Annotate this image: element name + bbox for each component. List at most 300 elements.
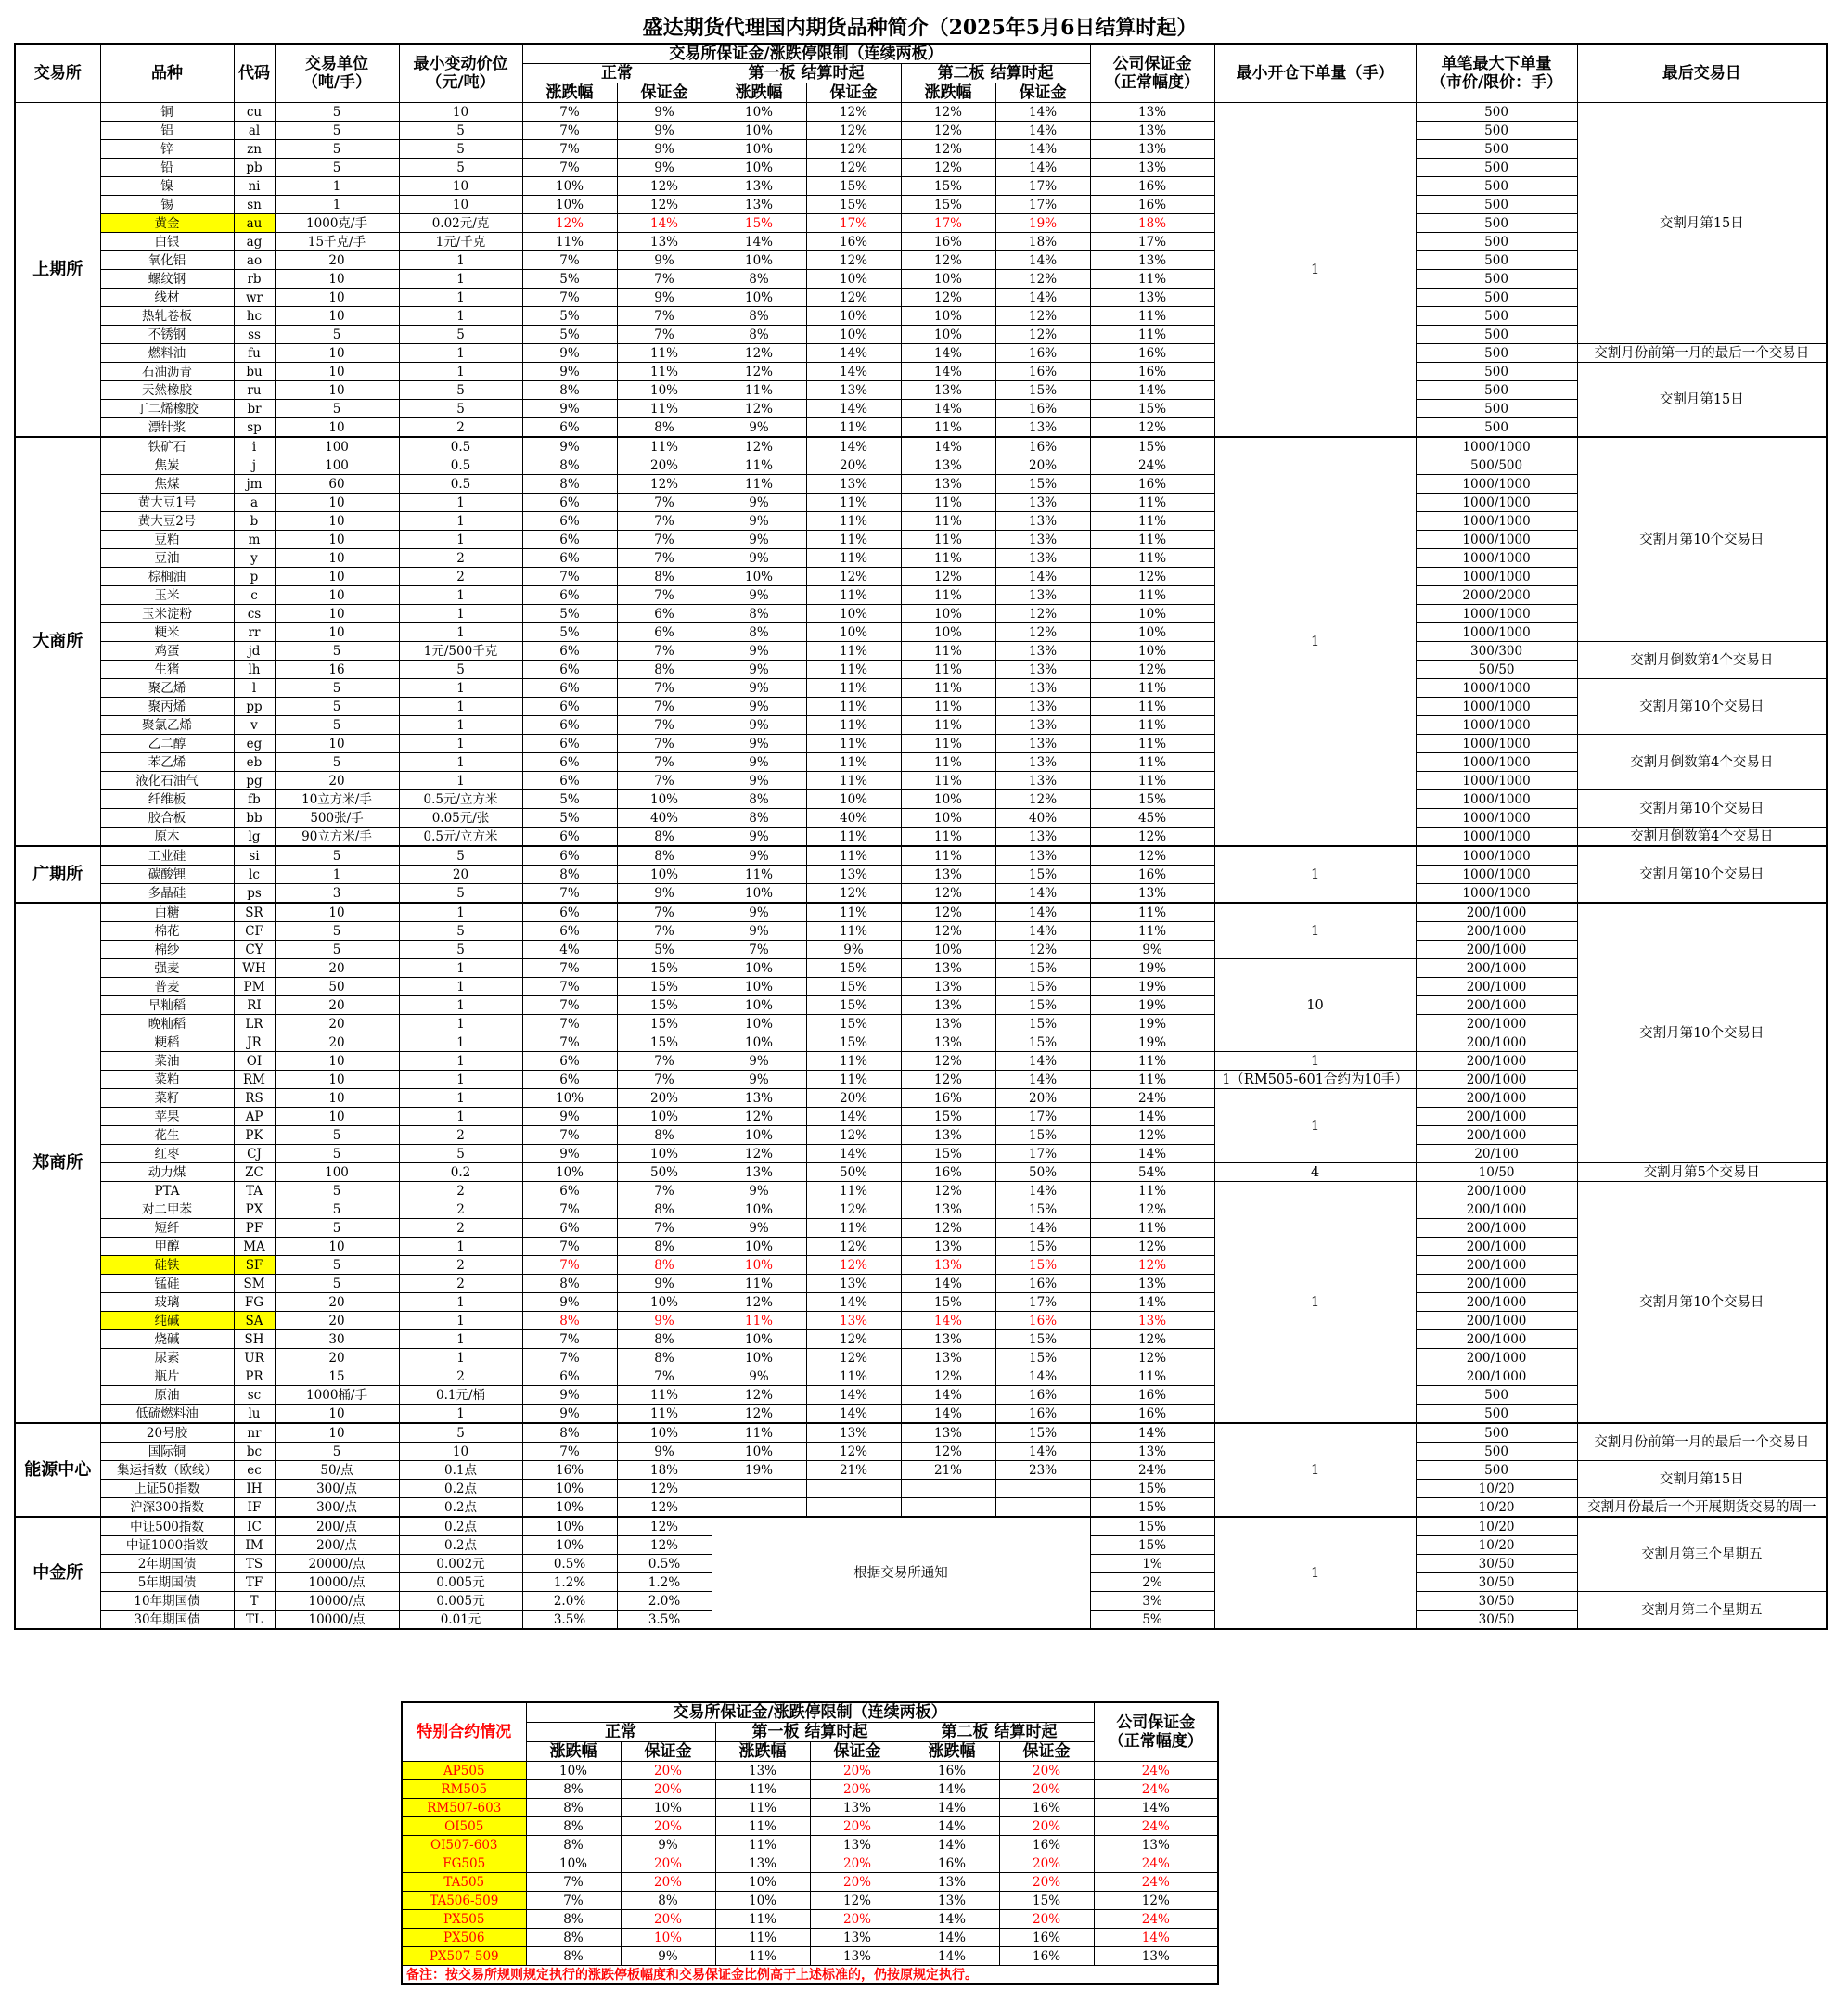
board2-limit: 12% <box>901 922 995 941</box>
trade-unit: 10000/点 <box>275 1592 399 1611</box>
board2-margin: 17% <box>995 196 1090 214</box>
variety-code: sn <box>234 196 275 214</box>
normal-margin: 6% <box>617 605 712 623</box>
company-margin: 19% <box>1090 996 1214 1015</box>
company-margin: 11% <box>1090 1219 1214 1238</box>
max-order-lots: 500 <box>1416 1461 1577 1480</box>
max-order-lots: 1000/1000 <box>1416 884 1577 904</box>
variety-name: 丁二烯橡胶 <box>100 400 234 418</box>
table-row <box>15 1219 1827 1238</box>
board1-margin: 15% <box>806 1033 901 1052</box>
max-order-lots: 200/1000 <box>1416 1033 1577 1052</box>
variety-name: 锡 <box>100 196 234 214</box>
table-row <box>15 381 1827 400</box>
board2-margin: 16% <box>995 1312 1090 1330</box>
board1-limit: 9% <box>712 922 806 941</box>
board1-limit: 10% <box>712 978 806 996</box>
tick-size: 1 <box>399 531 522 549</box>
trade-unit: 1 <box>275 177 399 196</box>
company-margin: 12% <box>1090 1238 1214 1256</box>
normal-limit: 6% <box>522 922 617 941</box>
board2-limit: 14% <box>901 437 995 456</box>
normal-limit: 10% <box>526 1854 621 1873</box>
special-note: 备注：按交易所规则规定执行的涨跌停板幅度和交易保证金比例高于上述标准的，仍按原规定执行。 <box>402 1966 1218 1985</box>
normal-margin: 10% <box>617 866 712 884</box>
board1-limit: 8% <box>712 326 806 344</box>
board2-limit: 15% <box>901 1145 995 1163</box>
board2-limit: 12% <box>901 1367 995 1386</box>
board1-margin: 20% <box>806 456 901 475</box>
board2-limit: 10% <box>901 270 995 289</box>
variety-code: TA <box>234 1182 275 1200</box>
max-order-lots: 200/1000 <box>1416 1015 1577 1033</box>
min-open-lots: 1（RM505-601合约为10手） <box>1214 1071 1416 1089</box>
variety-name: 中证500指数 <box>100 1517 234 1536</box>
board2-margin: 14% <box>995 884 1090 904</box>
normal-limit: 7% <box>526 1873 621 1892</box>
header-min-open: 最小开仓下单量（手） <box>1214 44 1416 103</box>
trade-unit: 20 <box>275 1015 399 1033</box>
variety-name: 铜 <box>100 103 234 122</box>
company-margin: 15% <box>1090 1498 1214 1518</box>
variety-code: ps <box>234 884 275 904</box>
variety-name: 中证1000指数 <box>100 1536 234 1555</box>
header-max-order: 单笔最大下单量 （市价/限价：手） <box>1416 44 1577 103</box>
normal-limit: 8% <box>526 1947 621 1966</box>
special-header-margin: 保证金 <box>621 1742 715 1762</box>
board2-margin: 13% <box>995 642 1090 661</box>
company-margin: 16% <box>1090 344 1214 363</box>
variety-name: 菜粕 <box>100 1071 234 1089</box>
normal-margin: 8% <box>617 1256 712 1275</box>
board2-limit: 15% <box>901 196 995 214</box>
max-order-lots: 500 <box>1416 122 1577 140</box>
board1-margin: 14% <box>806 344 901 363</box>
table-row <box>15 140 1827 159</box>
trade-unit: 10000/点 <box>275 1573 399 1592</box>
board2-limit: 11% <box>901 549 995 568</box>
board1-margin: 11% <box>806 494 901 512</box>
board1-margin: 13% <box>806 1423 901 1443</box>
max-order-lots: 200/1000 <box>1416 959 1577 978</box>
normal-margin: 7% <box>617 1071 712 1089</box>
normal-margin: 9% <box>617 122 712 140</box>
normal-margin: 10% <box>621 1799 715 1817</box>
max-order-lots: 1000/1000 <box>1416 790 1577 809</box>
board1-limit: 9% <box>712 418 806 438</box>
trade-unit: 5 <box>275 698 399 716</box>
last-trading-day: 交割月倒数第4个交易日 <box>1577 828 1827 847</box>
board2-limit: 11% <box>901 418 995 438</box>
variety-code: IC <box>234 1517 275 1536</box>
board2-limit: 12% <box>901 1182 995 1200</box>
normal-limit: 10% <box>522 196 617 214</box>
normal-limit: 6% <box>522 1182 617 1200</box>
normal-margin: 12% <box>617 196 712 214</box>
board1-margin: 20% <box>810 1780 905 1799</box>
normal-limit: 6% <box>522 1071 617 1089</box>
normal-margin: 8% <box>617 1330 712 1349</box>
variety-name: 镍 <box>100 177 234 196</box>
board2-limit: 13% <box>901 1330 995 1349</box>
board2-margin: 15% <box>995 866 1090 884</box>
last-trading-day: 交割月份最后一个开展期货交易的周一 <box>1577 1498 1827 1518</box>
board2-limit: 14% <box>905 1817 999 1836</box>
normal-limit: 6% <box>522 903 617 922</box>
tick-size: 5 <box>399 1423 522 1443</box>
board2-limit: 12% <box>901 903 995 922</box>
max-order-lots: 500 <box>1416 1423 1577 1443</box>
board2-limit: 10% <box>901 326 995 344</box>
board2-limit: 12% <box>901 159 995 177</box>
company-margin: 11% <box>1090 1052 1214 1071</box>
board2-margin: 14% <box>995 1182 1090 1200</box>
variety-code: CJ <box>234 1145 275 1163</box>
variety-code: rb <box>234 270 275 289</box>
board1-limit: 9% <box>712 1367 806 1386</box>
variety-name: 白糖 <box>100 903 234 922</box>
special-row <box>402 1873 1218 1892</box>
board1-limit: 12% <box>712 344 806 363</box>
board2-margin: 13% <box>995 661 1090 679</box>
normal-limit: 9% <box>522 1108 617 1126</box>
trade-unit: 10 <box>275 289 399 307</box>
company-margin: 15% <box>1090 437 1214 456</box>
variety-name: PTA <box>100 1182 234 1200</box>
board2-limit: 14% <box>901 344 995 363</box>
special-title: 特别合约情况 <box>402 1702 526 1762</box>
tick-size: 10 <box>399 103 522 122</box>
board1-margin: 12% <box>806 251 901 270</box>
variety-code: UR <box>234 1349 275 1367</box>
variety-code: i <box>234 437 275 456</box>
company-margin: 11% <box>1090 307 1214 326</box>
max-order-lots: 300/300 <box>1416 642 1577 661</box>
board2-margin: 20% <box>999 1873 1094 1892</box>
normal-limit: 8% <box>522 1423 617 1443</box>
max-order-lots: 200/1000 <box>1416 1238 1577 1256</box>
board1-margin: 12% <box>806 1256 901 1275</box>
board1-margin: 12% <box>806 568 901 586</box>
board1-limit: 9% <box>712 716 806 735</box>
board2-limit: 14% <box>905 1780 999 1799</box>
variety-code: sp <box>234 418 275 438</box>
variety-code: WH <box>234 959 275 978</box>
board1-limit: 8% <box>712 790 806 809</box>
board1-limit: 8% <box>712 307 806 326</box>
board1-margin: 13% <box>810 1799 905 1817</box>
max-order-lots: 500 <box>1416 196 1577 214</box>
table-row <box>15 512 1827 531</box>
tick-size: 0.5 <box>399 437 522 456</box>
company-margin: 11% <box>1090 586 1214 605</box>
normal-limit: 6% <box>522 586 617 605</box>
variety-code: eb <box>234 753 275 772</box>
normal-margin: 7% <box>617 307 712 326</box>
tick-size: 1 <box>399 1071 522 1089</box>
variety-name: 工业硅 <box>100 846 234 866</box>
board1-margin: 14% <box>806 1405 901 1424</box>
board1-margin: 20% <box>810 1817 905 1836</box>
variety-code: AP <box>234 1108 275 1126</box>
tick-size: 10 <box>399 177 522 196</box>
board2-margin: 13% <box>995 753 1090 772</box>
variety-name: 玉米淀粉 <box>100 605 234 623</box>
normal-limit: 9% <box>522 363 617 381</box>
table-row <box>15 1349 1827 1367</box>
table-row <box>15 289 1827 307</box>
trade-unit: 5 <box>275 642 399 661</box>
board2-margin: 13% <box>995 586 1090 605</box>
max-order-lots: 500 <box>1416 270 1577 289</box>
normal-limit: 5% <box>522 623 617 642</box>
max-order-lots: 30/50 <box>1416 1592 1577 1611</box>
company-margin: 16% <box>1090 177 1214 196</box>
board1-limit: 8% <box>712 623 806 642</box>
variety-name: 原油 <box>100 1386 234 1405</box>
board1-margin: 15% <box>806 996 901 1015</box>
company-margin: 19% <box>1090 978 1214 996</box>
normal-margin: 12% <box>617 1480 712 1498</box>
board2-margin: 14% <box>995 568 1090 586</box>
variety-name: 粳稻 <box>100 1033 234 1052</box>
company-margin: 13% <box>1090 251 1214 270</box>
trade-unit: 20 <box>275 1349 399 1367</box>
board1-margin: 13% <box>810 1947 905 1966</box>
board2-limit: 11% <box>901 735 995 753</box>
trade-unit: 5 <box>275 122 399 140</box>
normal-limit: 7% <box>522 884 617 904</box>
variety-name: 30年期国债 <box>100 1611 234 1630</box>
table-row <box>15 418 1827 438</box>
company-margin: 11% <box>1090 270 1214 289</box>
min-open-lots: 1 <box>1214 1182 1416 1424</box>
board2-margin: 13% <box>995 418 1090 438</box>
normal-limit: 10% <box>522 1480 617 1498</box>
board2-margin: 13% <box>995 679 1090 698</box>
variety-name: 红枣 <box>100 1145 234 1163</box>
company-margin: 15% <box>1090 790 1214 809</box>
variety-name: 聚氯乙烯 <box>100 716 234 735</box>
table-row <box>15 177 1827 196</box>
board1-limit: 9% <box>712 735 806 753</box>
variety-name: 螺纹钢 <box>100 270 234 289</box>
special-row <box>402 1892 1218 1910</box>
normal-margin: 9% <box>617 140 712 159</box>
board2-limit: 12% <box>901 568 995 586</box>
board2-margin: 20% <box>999 1780 1094 1799</box>
variety-code: wr <box>234 289 275 307</box>
tick-size: 0.1点 <box>399 1461 522 1480</box>
board1-limit: 11% <box>712 456 806 475</box>
max-order-lots: 30/50 <box>1416 1573 1577 1592</box>
board2-margin: 15% <box>995 1423 1090 1443</box>
board2-limit: 14% <box>905 1910 999 1929</box>
normal-margin: 15% <box>617 1033 712 1052</box>
board1-margin: 15% <box>806 177 901 196</box>
variety-name: 多晶硅 <box>100 884 234 904</box>
board2-margin: 12% <box>995 605 1090 623</box>
normal-limit: 7% <box>522 159 617 177</box>
trade-unit: 10 <box>275 735 399 753</box>
normal-margin: 7% <box>617 903 712 922</box>
max-order-lots: 200/1000 <box>1416 1108 1577 1126</box>
board2-limit: 13% <box>901 1423 995 1443</box>
board1-limit: 13% <box>712 196 806 214</box>
board1-limit: 9% <box>712 1052 806 1071</box>
normal-margin: 8% <box>617 661 712 679</box>
table-row <box>15 103 1827 122</box>
variety-code: IH <box>234 1480 275 1498</box>
board2-limit: 12% <box>901 103 995 122</box>
table-row <box>15 884 1827 904</box>
company-margin: 54% <box>1090 1163 1214 1182</box>
board1-limit: 9% <box>712 1182 806 1200</box>
variety-code: PF <box>234 1219 275 1238</box>
variety-name: 黄大豆1号 <box>100 494 234 512</box>
board2-limit: 14% <box>901 363 995 381</box>
board2-limit: 13% <box>905 1873 999 1892</box>
max-order-lots: 1000/1000 <box>1416 735 1577 753</box>
board2-limit: 10% <box>901 605 995 623</box>
trade-unit: 10 <box>275 1238 399 1256</box>
table-row <box>15 1145 1827 1163</box>
variety-name: 5年期国债 <box>100 1573 234 1592</box>
board2-margin <box>995 1498 1090 1518</box>
tick-size: 0.2点 <box>399 1480 522 1498</box>
board1-margin: 11% <box>806 772 901 790</box>
max-order-lots: 200/1000 <box>1416 1349 1577 1367</box>
company-margin: 16% <box>1090 1405 1214 1424</box>
board1-limit: 11% <box>715 1817 810 1836</box>
variety-code: PR <box>234 1367 275 1386</box>
tick-size: 0.05元/张 <box>399 809 522 828</box>
variety-code: pp <box>234 698 275 716</box>
table-row <box>15 531 1827 549</box>
board1-limit: 13% <box>712 1163 806 1182</box>
last-trading-day: 交割月倒数第4个交易日 <box>1577 642 1827 679</box>
variety-code: IM <box>234 1536 275 1555</box>
normal-limit: 6% <box>522 642 617 661</box>
board1-limit <box>712 1498 806 1518</box>
variety-name: 聚丙烯 <box>100 698 234 716</box>
company-margin: 13% <box>1090 122 1214 140</box>
table-row <box>15 978 1827 996</box>
board1-margin: 11% <box>806 531 901 549</box>
trade-unit: 5 <box>275 716 399 735</box>
variety-code: ni <box>234 177 275 196</box>
table-row <box>15 1089 1827 1108</box>
table-row <box>15 922 1827 941</box>
normal-margin: 9% <box>617 1443 712 1461</box>
board1-limit: 9% <box>712 903 806 922</box>
max-order-lots: 1000/1000 <box>1416 475 1577 494</box>
board2-limit: 13% <box>901 1033 995 1052</box>
normal-limit: 10% <box>522 1163 617 1182</box>
company-margin: 14% <box>1090 1423 1214 1443</box>
board1-margin: 12% <box>806 1330 901 1349</box>
company-margin: 14% <box>1090 1145 1214 1163</box>
board2-margin: 15% <box>995 1033 1090 1052</box>
variety-code: fu <box>234 344 275 363</box>
board1-margin: 11% <box>806 512 901 531</box>
exchange-name: 中金所 <box>15 1517 100 1629</box>
max-order-lots: 1000/1000 <box>1416 531 1577 549</box>
trade-unit: 10 <box>275 494 399 512</box>
board2-limit: 11% <box>901 512 995 531</box>
board2-margin: 16% <box>999 1929 1094 1947</box>
exchange-name: 广期所 <box>15 846 100 903</box>
variety-name: 锌 <box>100 140 234 159</box>
board1-limit: 12% <box>712 437 806 456</box>
table-row <box>15 642 1827 661</box>
normal-margin: 9% <box>617 103 712 122</box>
trade-unit: 10 <box>275 1071 399 1089</box>
normal-margin: 5% <box>617 941 712 959</box>
board1-limit: 11% <box>715 1947 810 1966</box>
normal-margin: 18% <box>617 1461 712 1480</box>
table-row <box>15 1275 1827 1293</box>
company-margin: 11% <box>1090 922 1214 941</box>
max-order-lots: 10/20 <box>1416 1517 1577 1536</box>
variety-name: 碳酸锂 <box>100 866 234 884</box>
max-order-lots: 500 <box>1416 363 1577 381</box>
company-margin: 11% <box>1090 753 1214 772</box>
variety-code: CF <box>234 922 275 941</box>
tick-size: 5 <box>399 922 522 941</box>
tick-size: 0.01元 <box>399 1611 522 1630</box>
normal-limit: 10% <box>522 1536 617 1555</box>
trade-unit: 20 <box>275 959 399 978</box>
last-trading-day: 交割月第10个交易日 <box>1577 437 1827 642</box>
special-header-limit: 涨跌幅 <box>905 1742 999 1762</box>
variety-code: RI <box>234 996 275 1015</box>
variety-code: bb <box>234 809 275 828</box>
company-margin: 2% <box>1090 1573 1214 1592</box>
trade-unit: 20 <box>275 996 399 1015</box>
board2-margin: 16% <box>995 1275 1090 1293</box>
normal-limit: 8% <box>526 1836 621 1854</box>
header-margin: 保证金 <box>995 83 1090 103</box>
variety-name: 燃料油 <box>100 344 234 363</box>
board1-margin: 12% <box>806 1126 901 1145</box>
board1-limit: 9% <box>712 586 806 605</box>
table-row <box>15 1015 1827 1033</box>
special-contract-code: TA505 <box>402 1873 526 1892</box>
company-margin: 12% <box>1090 846 1214 866</box>
table-row <box>15 735 1827 753</box>
variety-name: 原木 <box>100 828 234 847</box>
table-row <box>15 568 1827 586</box>
board2-limit: 14% <box>901 1275 995 1293</box>
normal-limit: 6% <box>522 531 617 549</box>
variety-name: 低硫燃料油 <box>100 1405 234 1424</box>
board2-limit: 15% <box>901 177 995 196</box>
normal-limit: 6% <box>522 661 617 679</box>
special-contract-code: PX507-509 <box>402 1947 526 1966</box>
company-margin: 11% <box>1090 716 1214 735</box>
normal-limit: 8% <box>526 1817 621 1836</box>
table-row <box>15 605 1827 623</box>
normal-limit: 6% <box>522 494 617 512</box>
company-margin: 12% <box>1090 418 1214 438</box>
board1-limit: 11% <box>712 1275 806 1293</box>
company-margin: 13% <box>1090 884 1214 904</box>
tick-size: 5 <box>399 941 522 959</box>
company-margin: 11% <box>1090 1182 1214 1200</box>
normal-limit: 7% <box>522 1126 617 1145</box>
normal-margin: 10% <box>617 381 712 400</box>
